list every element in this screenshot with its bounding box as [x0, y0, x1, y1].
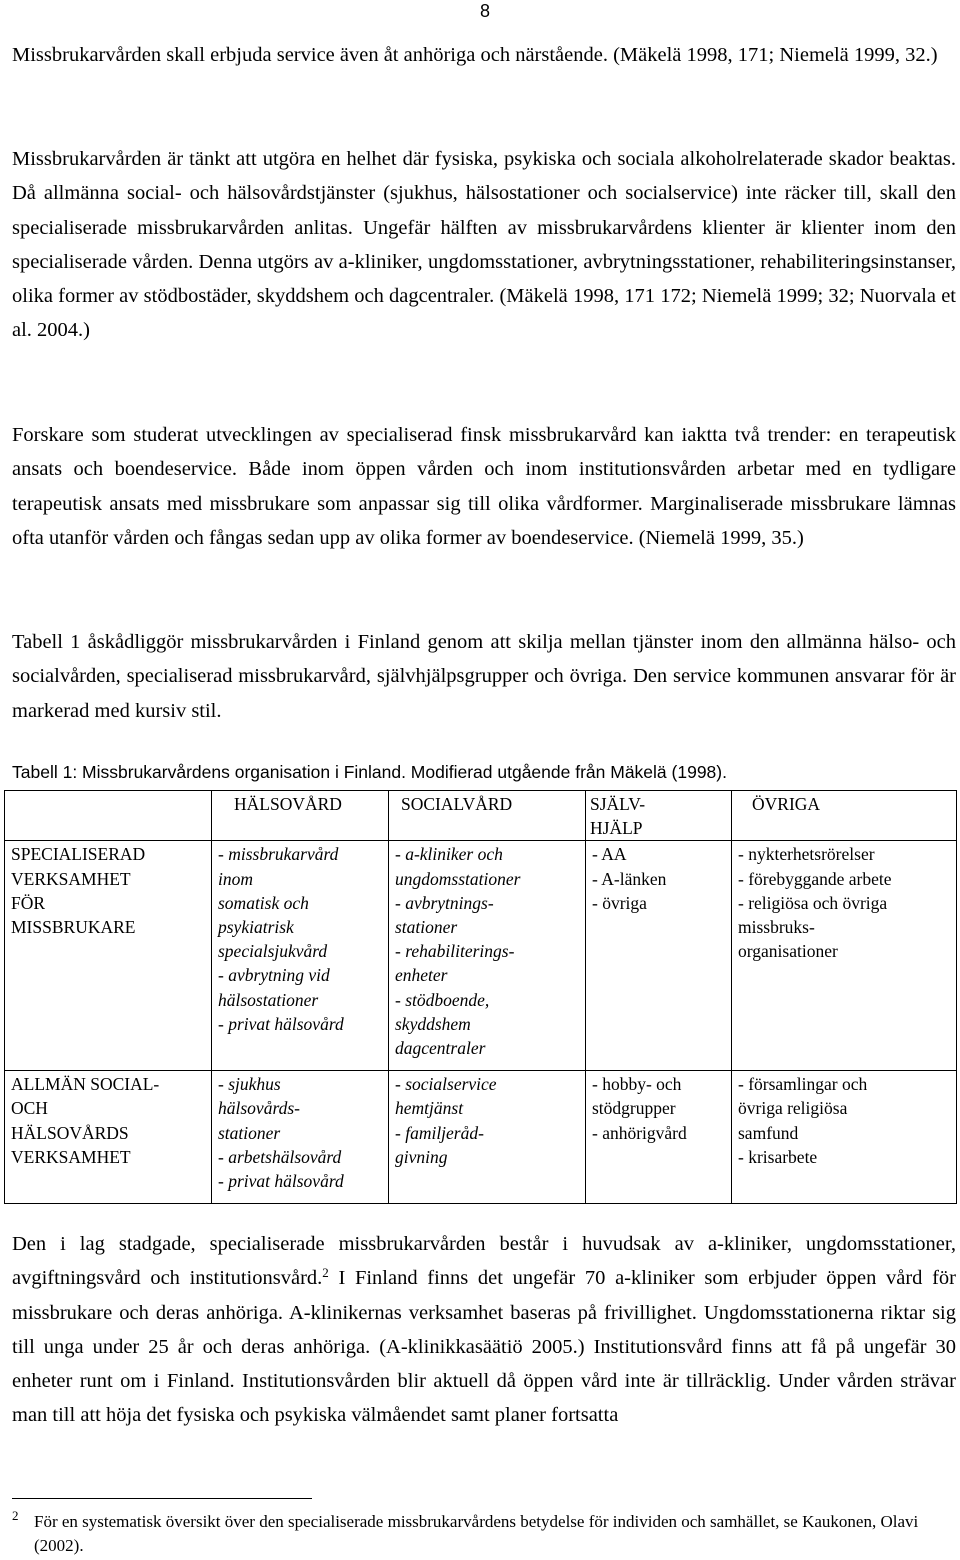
cell-line: - religiösa och övriga [738, 892, 888, 913]
footnote-text: För en systematisk översikt över den specialiserade missbrukarvårdens betydelse för individen och samhället, se Kaukonen, Olavi (2002). [34, 1512, 919, 1555]
table-header-row [5, 791, 957, 841]
paragraph-after-table [12, 1227, 956, 1433]
cell-line: - rehabiliterings- [395, 941, 515, 962]
cell-line: - privat hälsovård [218, 1013, 344, 1034]
footnote-mark: 2 [12, 1508, 19, 1523]
cell-line: hälsostationer [218, 989, 319, 1010]
row-label-line: VERKSAMHET [11, 1146, 131, 1167]
footnote-reference: 2 [322, 1265, 329, 1281]
row-label-line: ALLMÄN SOCIAL- [11, 1074, 160, 1095]
row-label-line: HÄLSOVÅRDS [11, 1122, 129, 1143]
cell-line: - krisarbete [738, 1146, 818, 1167]
row-label [5, 841, 212, 1071]
cell-line: - sjukhus [218, 1074, 281, 1095]
cell-line: - förebyggande arbete [738, 868, 892, 889]
table-header-halsovard: HÄLSOVÅRD [212, 791, 389, 841]
table-header-socialvard: SOCIALVÅRD [389, 791, 586, 841]
table-header-sjalvhjalp [586, 791, 732, 841]
cell-line: skyddshem [395, 1013, 471, 1034]
cell-line: - nykterhetsrörelser [738, 844, 875, 865]
cell-line: - församlingar och [738, 1074, 868, 1095]
cell-sjalvhjalp [586, 1071, 732, 1204]
cell-line: hälsovårds- [218, 1098, 300, 1119]
cell-line: organisationer [738, 941, 838, 962]
paragraph-after-table-end: I Finland finns det ungefär 70 a-kliniker som erbjuder öppen vård för missbrukare och deras anhöriga. A-klinikernas verksamhet baseras på frivillighet. Ungdomsstationerna riktar sig till unga under 25 år och deras anhöriga. (A-klinikkasäätiö 2005.) Institutionsvård finns att få på ungefär 30 enheter runt om i Finland. Institutionsvården blir aktuell då öppen vård inte är tillräcklig. Under vården strävar man till att höja det fysiska och psykiska välmåendet samt planer fortsatta [12, 1267, 956, 1427]
paragraph-1: Missbrukarvården skall erbjuda service även åt anhöriga och närstående. (Mäkelä 1998, 171; Niemelä 1999, 32.) [12, 44, 938, 66]
table-row [5, 1071, 957, 1204]
cell-line: ungdomsstationer [395, 868, 521, 889]
cell-line: - A-länken [592, 868, 667, 889]
cell-socialvard [389, 841, 586, 1071]
cell-line: - hobby- och [592, 1074, 682, 1095]
cell-line: stödgrupper [592, 1098, 676, 1119]
paragraph-after-table-start: Den i lag stadgade, specialiserade missbrukarvården består i huvudsak av a-kliniker, ungdomsstationer, avgiftningsvård och institutionsvård. [12, 1233, 956, 1290]
cell-line: - avbrytnings- [395, 892, 494, 913]
table-header-empty [5, 791, 212, 841]
cell-line: - arbetshälsovård [218, 1146, 342, 1167]
cell-line: - stödboende, [395, 989, 490, 1010]
cell-line: - AA [592, 844, 627, 865]
cell-line: - anhörigvård [592, 1122, 687, 1143]
paragraph-2: Missbrukarvården är tänkt att utgöra en helhet där fysiska, psykiska och sociala alkoholrelaterade skador beaktas. Då allmänna social- och hälsovårdstjänster (sjukhus, hälsostationer och socialservice) inte räcker till, skall den specialiserade missbrukarvården anlitas. Ungefär hälften av missbrukarvårdens klienter är klienter inom den specialiserade vården. Denna utgörs av a-kliniker, ungdomsstationer, avbrytningsstationer, rehabiliteringsinstanser, olika former av stödbostäder, skyddshem och dagcentraler. (Mäkelä 1998, 171 172; Niemelä 1999; 32; Nuorvala et al. 2004.) [12, 148, 956, 342]
row-label-line: FÖR [11, 892, 46, 913]
cell-socialvard [389, 1071, 586, 1204]
organisation-table [4, 790, 957, 1204]
cell-sjalvhjalp [586, 841, 732, 1071]
cell-line: - a-kliniker och [395, 844, 503, 865]
cell-line: enheter [395, 965, 448, 986]
cell-line: - övriga [592, 892, 647, 913]
table-header-ovriga: ÖVRIGA [732, 791, 957, 841]
cell-line: övriga religiösa [738, 1098, 848, 1119]
cell-line: somatisk och [218, 892, 309, 913]
paragraph-4: Tabell 1 åskådliggör missbrukarvården i Finland genom att skilja mellan tjänster inom den allmänna hälso- och socialvården, specialiserad missbrukarvård, självhjälpsgrupper och övriga. Den service kommunen ansvarar för är markerad med kursiv stil. [12, 631, 956, 722]
cell-line: - familjeråd- [395, 1122, 484, 1143]
row-label-line: OCH [11, 1098, 48, 1119]
cell-halsovard [212, 1071, 389, 1204]
page-number: 8 [479, 1, 490, 21]
footnote-separator [12, 1498, 312, 1499]
paragraph-3: Forskare som studerat utvecklingen av specialiserad finsk missbrukarvård kan iaktta två trender: en terapeutisk ansats och boendeservice. Både inom öppen vården och inom institutionsvården arbetar med en tydligare terapeutisk ansats med missbrukare som anpassar sig till olika vårdformer. Marginaliserade missbrukare lämnas ofta utanför vården och fångas sedan upp av olika former av boendeservice. (Niemelä 1999, 35.) [12, 424, 956, 549]
cell-halsovard [212, 841, 389, 1071]
header-line: SJÄLV- [590, 794, 646, 814]
cell-line: - privat hälsovård [218, 1171, 344, 1192]
cell-line: - avbrytning vid [218, 965, 330, 986]
cell-line: specialsjukvård [218, 941, 328, 962]
footnote [12, 1510, 956, 1558]
cell-line: dagcentraler [395, 1038, 486, 1059]
cell-line: stationer [395, 917, 458, 938]
cell-ovriga [732, 1071, 957, 1204]
row-label-line: MISSBRUKARE [11, 917, 136, 938]
cell-ovriga [732, 841, 957, 1071]
cell-line: missbruks- [738, 917, 815, 938]
cell-line: inom [218, 868, 253, 889]
cell-line: samfund [738, 1122, 799, 1143]
cell-line: - socialservice [395, 1074, 497, 1095]
cell-line: givning [395, 1146, 448, 1167]
header-line: HJÄLP [590, 818, 643, 839]
cell-line: psykiatrisk [218, 917, 294, 938]
cell-line: - missbrukarvård [218, 844, 339, 865]
cell-line: hemtjänst [395, 1098, 464, 1119]
table-caption: Tabell 1: Missbrukarvårdens organisation i Finland. Modifierad utgående från Mäkelä (1998). [12, 762, 727, 782]
row-label [5, 1071, 212, 1204]
table-row [5, 841, 957, 1071]
row-label-line: VERKSAMHET [11, 868, 131, 889]
row-label-line: SPECIALISERAD [11, 844, 146, 865]
cell-line: stationer [218, 1122, 281, 1143]
